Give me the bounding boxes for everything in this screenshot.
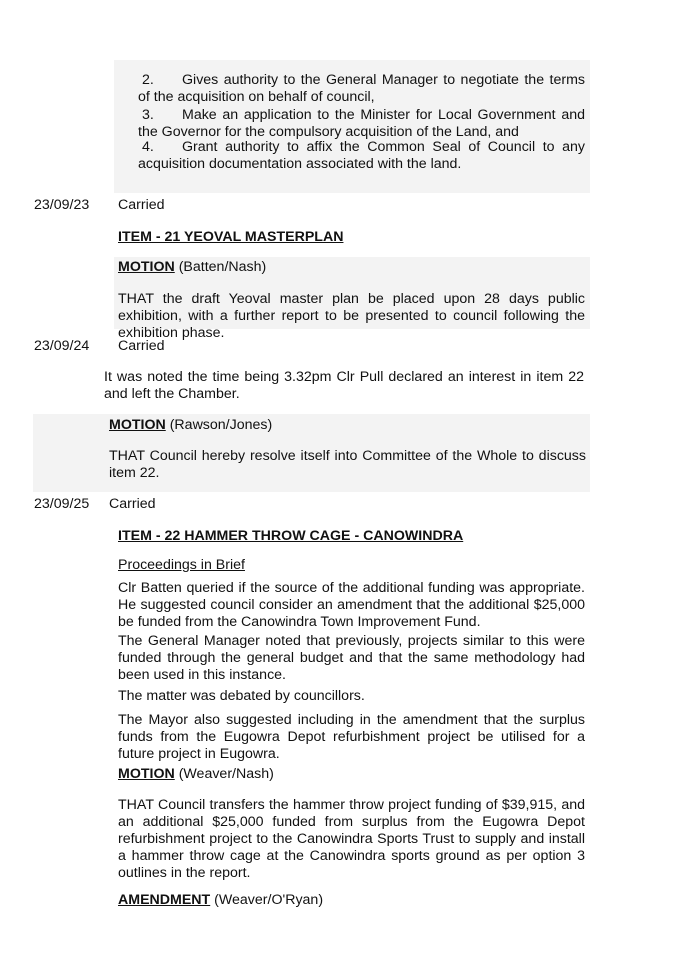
resolution-status: Carried	[118, 197, 165, 213]
list-text: Make an application to the Minister for Local Government and the Governor for the compulsory acquisition of the Land, and	[138, 107, 585, 140]
list-item-4	[138, 139, 585, 173]
motion-movers: (Batten/Nash)	[178, 259, 267, 275]
proceedings-paragraph: The General Manager noted that previously, projects similar to this were funded through the general budget and that the same methodology had been used in this instance.	[118, 633, 585, 683]
amendment-line	[118, 892, 323, 909]
amendment-movers: (Weaver/O'Ryan)	[214, 892, 324, 908]
list-item-3	[138, 107, 585, 141]
motion-line	[109, 417, 272, 434]
item-heading: ITEM - 21 YEOVAL MASTERPLAN	[118, 229, 344, 245]
list-number: 2.	[142, 72, 154, 88]
motion-movers: (Weaver/Nash)	[178, 766, 274, 782]
motion-movers: (Rawson/Jones)	[169, 417, 273, 433]
resolution-number: 23/09/24	[34, 338, 90, 354]
list-number: 4.	[142, 139, 154, 155]
list-number: 3.	[142, 107, 154, 123]
motion-text: THAT Council hereby resolve itself into Committee of the Whole to discuss item 22.	[109, 448, 586, 481]
resolution-number: 23/09/25	[34, 496, 90, 512]
motion-label: MOTION	[118, 766, 175, 782]
item-heading: ITEM - 22 HAMMER THROW CAGE - CANOWINDRA	[118, 528, 464, 544]
proceedings-paragraph: The matter was debated by councillors.	[118, 688, 365, 704]
resolution-number: 23/09/23	[34, 197, 90, 213]
motion-label: MOTION	[109, 417, 166, 433]
motion-text: THAT Council transfers the hammer throw project funding of $39,915, and an additional $25,000 funded from surplus from the Eugowra Depot refurbishment project to the Canowindra Sports Trust to supply and install a hammer throw cage at the Canowindra sports ground as per option 3 outlines in the report.	[118, 797, 585, 881]
list-text: Gives authority to the General Manager to negotiate the terms of the acquisition on behalf of council,	[138, 72, 585, 105]
resolution-status: Carried	[109, 496, 156, 512]
interest-note: It was noted the time being 3.32pm Clr Pull declared an interest in item 22 and left the Chamber.	[104, 369, 584, 402]
amendment-label: AMENDMENT	[118, 892, 211, 908]
motion-line	[118, 766, 274, 783]
proceedings-paragraph: The Mayor also suggested including in the amendment that the surplus funds from the Eugowra Depot refurbishment project be utilised for a future project in Eugowra.	[118, 712, 585, 762]
list-item-2	[138, 72, 585, 106]
resolution-status: Carried	[118, 338, 165, 354]
motion-label: MOTION	[118, 259, 175, 275]
proceedings-paragraph: Clr Batten queried if the source of the additional funding was appropriate. He suggested council consider an amendment that the additional $25,000 be funded from the Canowindra Town Improvement Fund.	[118, 580, 585, 630]
motion-line	[118, 259, 266, 276]
proceedings-heading: Proceedings in Brief	[118, 557, 245, 573]
list-text: Grant authority to affix the Common Seal of Council to any acquisition documentation associated with the land.	[138, 139, 585, 172]
motion-text: THAT the draft Yeoval master plan be placed upon 28 days public exhibition, with a further report to be presented to council following the exhibition phase.	[118, 291, 585, 341]
